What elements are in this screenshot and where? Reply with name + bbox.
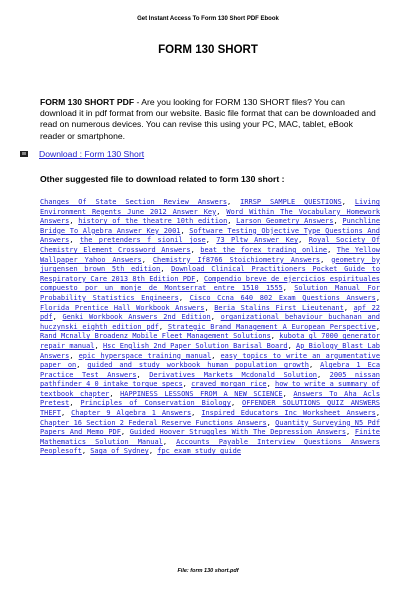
suggested-link[interactable]: 73 Pltw Answer Key xyxy=(216,236,299,245)
suggested-link[interactable]: Derivatives Markets Mcdonald Solution xyxy=(149,370,317,379)
suggested-link[interactable]: 2005 nissan pathfinder 4 0 intake torque specs xyxy=(40,370,380,389)
suggested-link[interactable]: Strategic Brand Management A European Perspective xyxy=(167,322,376,331)
suggested-link[interactable]: Solution Manual For Probability Statistics Engineers xyxy=(40,284,380,302)
download-link[interactable]: Download : Form 130 Short xyxy=(39,149,145,159)
suggested-link[interactable]: beat the forex trading online xyxy=(200,245,328,254)
suggested-link[interactable]: Rand Mcnally Broadenz Mobile Fleet Management Solutions xyxy=(40,332,271,341)
suggested-link[interactable]: Chapter 16 Section 2 Federal Reserve Functions Answers xyxy=(40,418,267,427)
suggested-link[interactable]: apf 22 pdf xyxy=(40,303,380,322)
suggested-link[interactable]: Genki Workbook Answers 2nd Edition xyxy=(62,313,211,322)
suggested-link[interactable]: geometry by jurgensen brown 5th edition xyxy=(40,255,381,274)
suggested-link[interactable]: Changes Of State Section Review Answers xyxy=(40,198,228,206)
suggested-link[interactable]: HAPPINESS LESSONS FROM A NEW SCIENCE xyxy=(120,389,283,398)
suggested-links: Changes Of State Section Review Answers, IRRSP SAMPLE QUESTIONS, Living Environment Regents June 2012 Answer Key, Word Within The Vocabulary Homework Answers, history of the theatre 10th edition, Larson Geometry Answers, Punchline Bridge To Algebra Answer Key 2001, Software Testing Objective Type Questions And Answers, the pretenders f sionil jose, 73 Pltw Answer Key, Royal Society Of Chemistry Element Crossword Answers, beat the forex trading online, The Yellow Wallpaper Yahoo Answers, Chemistry If8766 Stoichiometry Answers, geometry by jurgensen brown 5th edition, Download Clinical Practitioners Pocket Guide to Respiratory Care 2013 8th Edition PDF, Compendio breve de ejercicios espirituales compuesto por un monje de Montserrat entre 1510 1555, Solution Manual For Probability Statistics Engineers, Cisco Ccna 640 802 Exam Questions Answers, Florida Prentice Hall Workbook Answers, Beria Stalins First Lieutenant, apf 22 pdf, Genki Workbook Answers 2nd Edition, organizational behaviour buchanan and huczynski eighth edition pdf, Strategic Brand Management A European Perspective, Rand Mcnally Broadenz Mobile Fleet Management Solutions, kubota gl 7000 generator repair manual, Hsc English 2nd Paper Solution Barisal Board, Ap Biology Blast Lab Answers, epic hyperspace training manual, easy topics to write an argumentative paper on, guided and study workbook human population growth, Algebra 1 Eca Practice Test Answers, Derivatives Markets Mcdonald Solution, 2005 nissan pathfinder 4 0 intake torque specs, craved morgan rice, how to write a summary of textbook chapter, HAPPINESS LESSONS FROM A NEW SCIENCE, Answers To Aha Acls Pretest, Principles of Conservation Biology, OFFENDER SOLUTIONS QUIZ ANSWERS THEFT, Chapter 9 Algebra 1 Answers, Inspired Educators Inc Worksheet Answers, Chapter 16 Section 2 Federal Reserve Functions Answers, Quantity Surveying N5 Pdf Papers And Memo PDF, Guided Hoover Struggles With The Depression Answers, Finite Mathematics Solution Manual, Accounts Payable Interview Questions Answers Peoplesoft, Saga of Sydney, fpc exam study guide xyxy=(40,198,381,456)
suggested-link[interactable]: Word Within The Vocabulary Homework Answers xyxy=(40,207,380,226)
suggested-link[interactable]: the pretenders f sionil jose xyxy=(79,236,206,245)
suggested-link[interactable]: Hsc English 2nd Paper Solution Barisal Board xyxy=(102,341,288,350)
suggested-link[interactable]: Compendio breve de ejercicios espirituales compuesto por un monje de Montserrat entre 1510 1555 xyxy=(40,274,380,293)
intro-text: - Are you looking for FORM 130 SHORT files? You can download it in pdf format from our website. Basic file format that can be downloaded and read on numerous devices. You can revise this using your PC, MAC, tablet, eBook reader or smartphone. xyxy=(40,97,376,141)
suggested-link[interactable]: Florida Prentice Hall Workbook Answers xyxy=(40,303,205,312)
intro-bold: FORM 130 SHORT PDF xyxy=(40,97,135,107)
suggested-heading: Other suggested file to download related to form 130 short : xyxy=(40,174,285,184)
suggested-link[interactable]: IRRSP SAMPLE QUESTIONS xyxy=(240,198,342,206)
page-header: Get Instant Access To Form 130 Short PDF Ebook xyxy=(137,16,279,22)
suggested-link[interactable]: epic hyperspace training manual xyxy=(78,351,212,360)
suggested-link[interactable]: Finite Mathematics Solution Manual xyxy=(40,428,380,446)
suggested-link[interactable]: Saga of Sydney xyxy=(90,447,149,456)
suggested-link[interactable]: Larson Geometry Answers xyxy=(236,217,334,226)
suggested-link[interactable]: Ap Biology Blast Lab Answers xyxy=(40,341,380,360)
suggested-link[interactable]: Quantity Surveying N5 Pdf Papers And Memo PDF xyxy=(40,418,381,437)
pdf-icon xyxy=(20,151,28,157)
suggested-link[interactable]: guided and study workbook human population growth xyxy=(87,361,309,370)
suggested-link[interactable]: Algebra 1 Eca Practice Test Answers xyxy=(40,361,381,379)
suggested-link[interactable]: Inspired Educators Inc Worksheet Answers xyxy=(201,409,376,418)
suggested-link[interactable]: fpc exam study guide xyxy=(157,447,241,456)
suggested-link[interactable]: Cisco Ccna 640 802 Exam Questions Answers xyxy=(189,293,376,302)
suggested-link[interactable]: organizational behaviour buchanan and huczynski eighth edition pdf xyxy=(40,313,380,331)
suggested-link[interactable]: Principles of Conservation Biology xyxy=(80,399,231,408)
page-footer: File: form 130 short.pdf xyxy=(177,568,239,574)
suggested-link[interactable]: OFFENDER SOLUTIONS QUIZ ANSWERS THEFT xyxy=(40,399,380,418)
suggested-link[interactable]: Download Clinical Practitioners Pocket Guide to Respiratory Care 2013 8th Edition PDF xyxy=(40,265,381,283)
intro-paragraph xyxy=(40,97,380,142)
suggested-link[interactable]: Beria Stalins First Lieutenant xyxy=(214,303,344,312)
download-row xyxy=(20,149,380,160)
suggested-link[interactable]: Chemistry If8766 Stoichiometry Answers xyxy=(152,255,321,264)
suggested-link[interactable]: Guided Hoover Struggles With The Depression Answers xyxy=(129,428,347,437)
suggested-link[interactable]: history of the theatre 10th edition xyxy=(78,217,228,226)
suggested-link[interactable]: Chapter 9 Algebra 1 Answers xyxy=(71,409,192,418)
suggested-link[interactable]: kubota gl 7000 generator repair manual xyxy=(40,332,381,350)
suggested-link[interactable]: Royal Society Of Chemistry Element Crossword Answers xyxy=(40,236,381,254)
suggested-link[interactable]: easy topics to write an argumentative paper on xyxy=(40,351,381,370)
suggested-link[interactable]: how to write a summary of textbook chapter xyxy=(40,380,380,398)
suggested-link[interactable]: The Yellow Wallpaper Yahoo Answers xyxy=(40,245,380,264)
suggested-link[interactable]: Accounts Payable Interview Questions Answers Peoplesoft xyxy=(40,437,380,456)
suggested-link[interactable]: Punchline Bridge To Algebra Answer Key 2001 xyxy=(40,217,381,235)
page-title: FORM 130 SHORT xyxy=(158,44,258,56)
suggested-link[interactable]: Software Testing Objective Type Questions And Answers xyxy=(40,226,380,245)
suggested-link[interactable]: Living Environment Regents June 2012 Answer Key xyxy=(40,198,380,216)
suggested-link[interactable]: Answers To Aha Acls Pretest xyxy=(40,389,381,408)
suggested-link[interactable]: craved morgan rice xyxy=(191,380,267,389)
